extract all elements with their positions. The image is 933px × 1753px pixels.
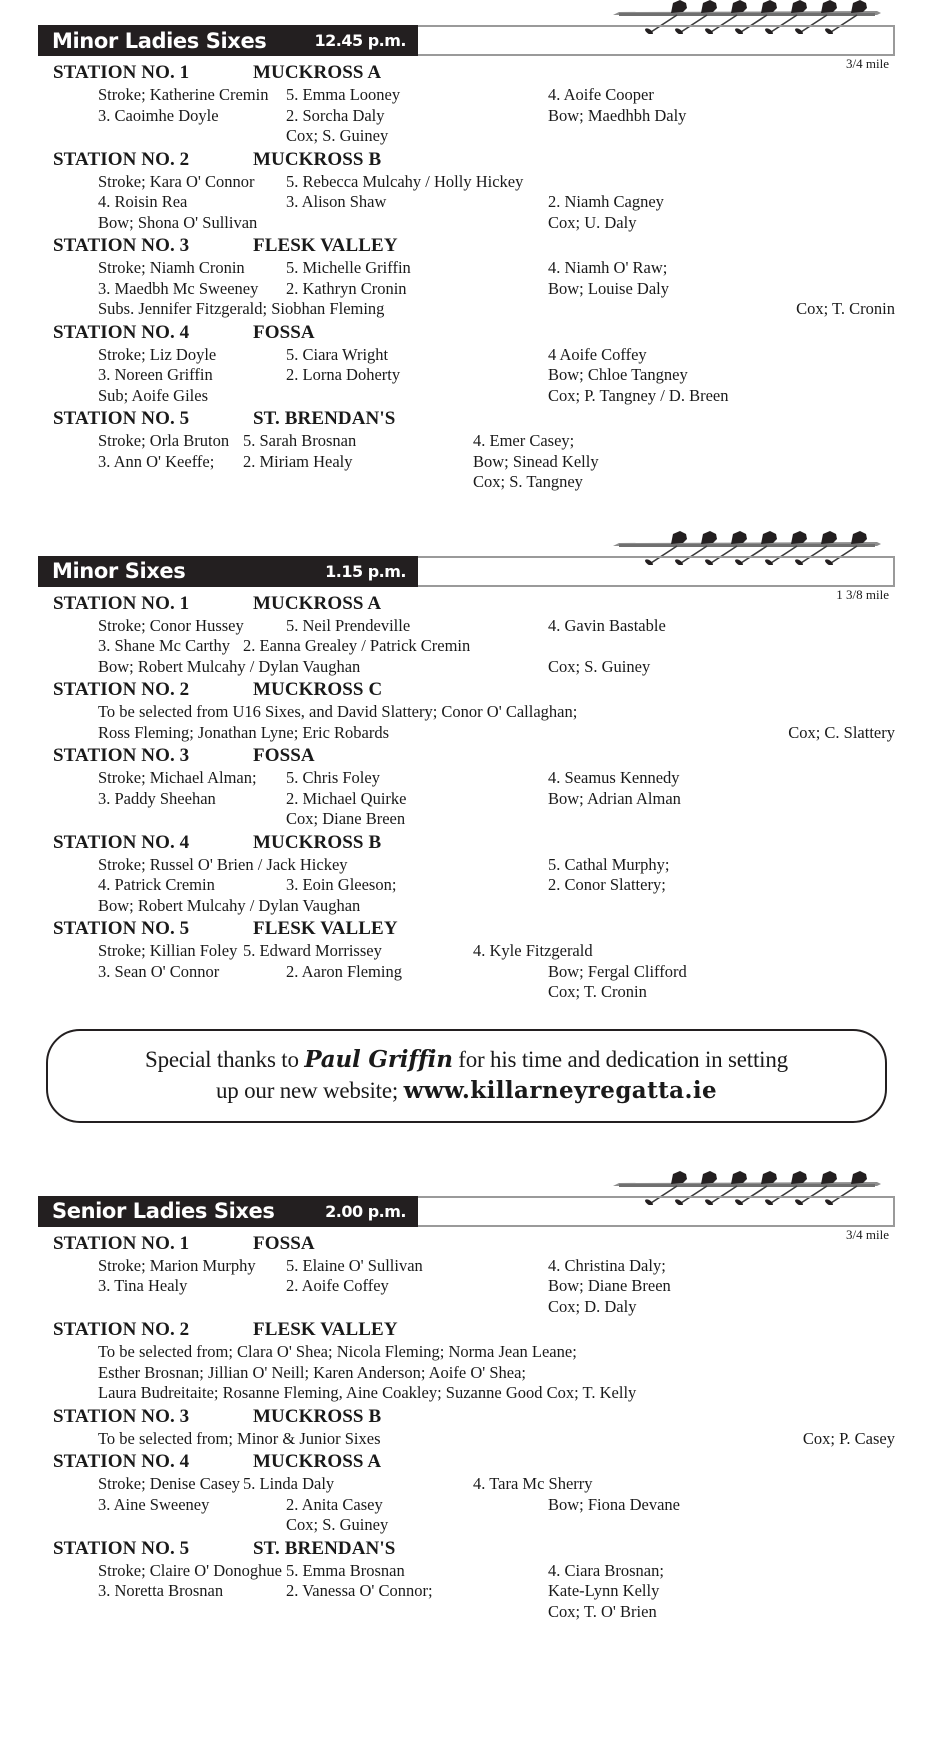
crew-member (286, 213, 548, 234)
crew-member: Bow; Shona O' Sullivan (98, 212, 258, 232)
crew-member (286, 386, 548, 407)
race-header (38, 531, 895, 602)
thanks-box (46, 1029, 887, 1123)
crew-member: Stroke; Marion Murphy (98, 1255, 256, 1275)
station-number: STATION NO. 5 (53, 918, 190, 939)
station-number: STATION NO. 1 (53, 62, 190, 83)
thanks-website-prefix: up our new website; (215, 1077, 404, 1103)
crew-member: Stroke; Liz Doyle (98, 344, 217, 364)
crew-member: 3. Noretta Brosnan (98, 1581, 224, 1600)
station-number: STATION NO. 2 (53, 1319, 190, 1340)
crew-line (38, 702, 895, 723)
thanks-line-1 (74, 1044, 859, 1075)
station-title-row (38, 1538, 895, 1560)
station-list (38, 56, 895, 493)
crew-member: 2. Aaron Fleming (286, 961, 402, 981)
station-entry (38, 322, 895, 407)
crew-member: Kate-Lynn Kelly (548, 1581, 660, 1600)
crew-line (38, 1363, 895, 1384)
race-distance-label: 3/4 mile (846, 1226, 889, 1242)
race-distance-label: 3/4 mile (846, 56, 889, 71)
crew-member (38, 1515, 286, 1536)
crew-member (286, 896, 548, 917)
crew-member: Bow; Fergal Clifford (548, 961, 687, 981)
crew-member: Cox; S. Guiney (286, 1515, 389, 1534)
crew-line (38, 809, 895, 830)
race-section (38, 0, 895, 493)
crew-member: 2. Anita Casey (286, 1494, 383, 1514)
crew-line (38, 723, 895, 744)
crew-member (286, 855, 548, 876)
crew-member: 3. Maedbh Mc Sweeney (98, 278, 259, 298)
races-container (38, 0, 895, 1622)
crew-member: 3. Alison Shaw (286, 192, 387, 211)
crew-member: 4. Aoife Cooper (548, 85, 654, 104)
crew-line (38, 192, 895, 213)
crew-member: Stroke; Orla Bruton (98, 431, 230, 450)
club-name: MUCKROSS A (253, 1451, 382, 1472)
crew-member: Cox; T. O' Brien (548, 1601, 657, 1621)
crew-member: 2. Aoife Coffey (286, 1276, 389, 1295)
crew-line (38, 768, 895, 789)
crew-line (38, 1495, 895, 1516)
crew-member: 2. Miriam Healy (243, 451, 353, 471)
station-number: STATION NO. 3 (53, 745, 190, 766)
crew-member: Stroke; Katherine Cremin (98, 85, 269, 104)
station-entry (38, 679, 895, 743)
crew-line (38, 1383, 895, 1404)
crew-member: 4. Emer Casey; (473, 431, 575, 450)
crew-line (38, 386, 895, 407)
cox-name: Cox; C. Slattery (788, 722, 895, 742)
station-entry (38, 593, 895, 678)
crew-member: 4. Kyle Fitzgerald (473, 941, 593, 960)
crew-line (38, 657, 895, 678)
club-name: MUCKROSS B (253, 1405, 382, 1427)
crew-member: Bow; Louise Daly (548, 278, 669, 298)
crew-line (38, 1474, 895, 1495)
race-name: Minor Sixes (52, 559, 186, 583)
race-start-time: 2.00 p.m. (325, 1201, 406, 1221)
race-section (38, 531, 895, 1003)
crew-line (38, 896, 895, 917)
crew-member: Stroke; Denise Casey (98, 1474, 241, 1493)
station-entry (38, 1451, 895, 1536)
station-title-row (38, 149, 895, 171)
crew-member: 3. Tina Healy (98, 1276, 188, 1295)
station-title-row (38, 918, 895, 940)
crew-line (38, 213, 895, 234)
station-title-row (38, 62, 895, 84)
station-entry (38, 408, 895, 493)
club-name: MUCKROSS A (253, 62, 382, 83)
station-title-row (38, 1451, 895, 1473)
crew-member: 5. Ciara Wright (286, 344, 389, 364)
crew-member (38, 126, 286, 147)
race-header-row (38, 556, 895, 602)
crew-member: 5. Emma Brosnan (286, 1560, 405, 1580)
crew-member: 3. Ann O' Keeffe; (98, 451, 215, 471)
station-number: STATION NO. 1 (53, 1232, 190, 1254)
cox-name: Cox; P. Casey (802, 1428, 895, 1448)
race-title-bar (38, 556, 418, 587)
crew-line (38, 365, 895, 386)
crew-member: 2. Conor Slattery; (548, 875, 666, 894)
crew-member: Bow; Chloe Tangney (548, 365, 688, 384)
crew-selection-text: To be selected from; Clara O' Shea; Nicola Fleming; Norma Jean Leane; (98, 1342, 577, 1361)
club-name: FLESK VALLEY (253, 1319, 398, 1340)
crew-selection-text: Esther Brosnan; Jillian O' Neill; Karen Anderson; Aoife O' Shea; (98, 1362, 526, 1382)
station-number: STATION NO. 3 (53, 1405, 190, 1427)
crew-member (38, 1297, 286, 1318)
station-entry (38, 1233, 895, 1318)
crew-member: 2. Vanessa O' Connor; (286, 1581, 433, 1600)
crew-member: 3. Sean O' Connor (98, 961, 220, 981)
crew-line (38, 345, 895, 366)
crew-member: 4. Gavin Bastable (548, 615, 666, 635)
crew-member: Sub; Aoife Giles (98, 385, 208, 405)
crew-member (548, 896, 895, 917)
crew-member: Stroke; Russel O' Brien / Jack Hickey (98, 854, 348, 874)
crew-line (38, 1429, 895, 1450)
station-title-row (38, 832, 895, 854)
crew-member (38, 809, 286, 830)
crew-line (38, 982, 895, 1003)
crew-member: 4. Patrick Cremin (98, 875, 215, 894)
crew-line (38, 962, 895, 983)
station-number: STATION NO. 2 (53, 679, 190, 700)
crew-member (243, 472, 473, 493)
station-number: STATION NO. 4 (53, 321, 190, 343)
station-title-row (38, 679, 895, 701)
station-title-row (38, 593, 895, 615)
crew-member: 2. Michael Quirke (286, 788, 407, 808)
crew-member: Cox; P. Tangney / D. Breen (548, 385, 729, 405)
crew-member: Cox; S. Guiney (548, 656, 651, 676)
station-entry (38, 1538, 895, 1623)
crew-line (38, 258, 895, 279)
station-list (38, 587, 895, 1003)
club-name: MUCKROSS B (253, 831, 382, 853)
crew-member: Stroke; Kara O' Connor (98, 171, 255, 191)
crew-member: 4. Niamh O' Raw; (548, 258, 668, 277)
crew-member: 4. Roisin Rea (98, 192, 188, 211)
station-number: STATION NO. 5 (53, 1537, 190, 1559)
crew-line (38, 472, 895, 493)
crew-member: Bow; Robert Mulcahy / Dylan Vaughan (98, 895, 361, 915)
crew-line (38, 1561, 895, 1582)
crew-line (38, 1342, 895, 1363)
crew-member (548, 1515, 895, 1536)
station-title-row (38, 235, 895, 257)
crew-line (38, 789, 895, 810)
crew-member: 5. Neil Prendeville (286, 615, 411, 635)
crew-member: Stroke; Claire O' Donoghue (98, 1560, 282, 1580)
thanks-line-2 (74, 1075, 859, 1106)
race-title-bar (38, 25, 418, 56)
crew-selection-text: Subs. Jennifer Fitzgerald; Siobhan Fleming (98, 299, 385, 318)
club-name: FLESK VALLEY (253, 918, 398, 939)
crew-member: Bow; Fiona Devane (548, 1494, 680, 1514)
race-distance-label: 1 3/8 mile (836, 586, 889, 602)
race-header-rule (418, 556, 895, 602)
crew-member: Bow; Robert Mulcahy / Dylan Vaughan (98, 656, 361, 676)
station-title-row (38, 1406, 895, 1428)
race-header-rule (418, 1196, 895, 1242)
station-entry (38, 62, 895, 147)
station-number: STATION NO. 4 (53, 831, 190, 853)
crew-member: 3. Noreen Griffin (98, 365, 213, 384)
cox-name: Cox; T. Cronin (796, 299, 895, 318)
crew-line (38, 1581, 895, 1602)
section-spacer (38, 1153, 895, 1171)
club-name: FLESK VALLEY (253, 235, 398, 256)
crew-member: 4. Christina Daly; (548, 1255, 666, 1275)
crew-member: Stroke; Conor Hussey (98, 615, 244, 635)
station-entry (38, 1319, 895, 1404)
station-number: STATION NO. 5 (53, 408, 190, 429)
station-entry (38, 149, 895, 234)
station-number: STATION NO. 2 (53, 148, 190, 170)
crew-selection-text: To be selected from U16 Sixes, and David Slattery; Conor O' Callaghan; (98, 702, 578, 721)
crew-member: Bow; Diane Breen (548, 1276, 671, 1295)
crew-member: 5. Sarah Brosnan (243, 431, 357, 450)
race-name: Minor Ladies Sixes (52, 28, 267, 53)
station-title-row (38, 745, 895, 767)
race-header (38, 1171, 895, 1242)
crew-member: 4. Ciara Brosnan; (548, 1560, 664, 1580)
crew-member: 3. Eoin Gleeson; (286, 875, 397, 894)
crew-line (38, 126, 895, 147)
crew-member (286, 982, 548, 1003)
club-name: MUCKROSS B (253, 148, 382, 170)
crew-member: 5. Emma Looney (286, 85, 401, 104)
crew-member: Cox; U. Daly (548, 212, 637, 232)
station-title-row (38, 322, 895, 344)
crew-member: Stroke; Michael Alman; (98, 768, 257, 787)
crew-member: 3. Caoimhe Doyle (98, 105, 219, 125)
race-title-bar (38, 1196, 418, 1227)
crew-member (38, 472, 243, 493)
race-start-time: 12.45 p.m. (314, 31, 406, 50)
crew-member: 2. Kathryn Cronin (286, 278, 407, 298)
crew-line (38, 452, 895, 473)
crew-line (38, 636, 895, 657)
club-name: ST. BRENDAN'S (253, 408, 396, 429)
crew-line (38, 875, 895, 896)
race-section (38, 1171, 895, 1623)
crew-member: 5. Linda Daly (243, 1474, 335, 1493)
crew-member: 3. Aine Sweeney (98, 1494, 210, 1514)
crew-line (38, 106, 895, 127)
crew-member: Stroke; Niamh Cronin (98, 258, 245, 277)
crew-member: 3. Paddy Sheehan (98, 788, 216, 808)
race-header-row (38, 1196, 895, 1242)
crew-member: 5. Michelle Griffin (286, 258, 411, 277)
station-title-row (38, 1233, 895, 1255)
crew-member: Bow; Sinead Kelly (473, 451, 599, 471)
crew-member: 4. Tara Mc Sherry (473, 1474, 593, 1493)
crew-member: 2. Lorna Doherty (286, 365, 401, 384)
race-start-time: 1.15 p.m. (325, 561, 406, 581)
crew-member: Bow; Adrian Alman (548, 788, 681, 808)
crew-line (38, 1256, 895, 1277)
crew-member: 5. Cathal Murphy; (548, 854, 670, 874)
crew-selection-text: Laura Budreitaite; Rosanne Fleming, Aine Coakley; Suzanne Good Cox; T. Kelly (98, 1383, 637, 1402)
crew-selection-text: To be selected from; Minor & Junior Sixes (98, 1428, 381, 1448)
crew-line (38, 1276, 895, 1297)
crew-member: 2. Niamh Cagney (548, 192, 664, 211)
crew-member: 4 Aoife Coffey (548, 344, 647, 364)
crew-member: 5. Edward Morrissey (243, 941, 382, 960)
crew-member: 5. Elaine O' Sullivan (286, 1255, 423, 1275)
crew-member: 3. Shane Mc Carthy (98, 636, 230, 655)
club-name: ST. BRENDAN'S (253, 1537, 396, 1559)
crew-line (38, 616, 895, 637)
race-header-row (38, 25, 895, 71)
crew-line (38, 1602, 895, 1623)
station-entry (38, 832, 895, 917)
crew-member: Cox; Diane Breen (286, 809, 406, 828)
club-name: MUCKROSS C (253, 679, 383, 700)
station-list (38, 1227, 895, 1623)
crew-line (38, 279, 895, 300)
station-entry (38, 235, 895, 320)
crew-member (286, 1297, 548, 1318)
crew-line (38, 85, 895, 106)
website-url[interactable]: www.killarneyregatta.ie (403, 1076, 718, 1104)
station-number: STATION NO. 4 (53, 1451, 190, 1472)
crew-member (38, 982, 286, 1003)
crew-member (548, 809, 895, 830)
race-name: Senior Ladies Sixes (52, 1199, 275, 1223)
crew-member: 2. Sorcha Daly (286, 105, 385, 125)
club-name: FOSSA (253, 745, 315, 766)
crew-line (38, 172, 895, 193)
crew-line (38, 299, 895, 320)
crew-member (548, 172, 895, 193)
crew-member (286, 657, 548, 678)
thanks-prefix: Special thanks to (145, 1046, 305, 1072)
crew-member (473, 636, 895, 657)
section-spacer (38, 497, 895, 531)
race-header-rule (418, 25, 895, 71)
crew-member (548, 126, 895, 147)
crew-member: Cox; D. Daly (548, 1296, 637, 1316)
crew-member: 4. Seamus Kennedy (548, 768, 680, 787)
crew-member: Stroke; Killian Foley (98, 941, 238, 960)
station-number: STATION NO. 3 (53, 235, 190, 256)
crew-member: Bow; Maedhbh Daly (548, 105, 687, 125)
crew-line (38, 1515, 895, 1536)
crew-member: 5. Chris Foley (286, 768, 380, 787)
crew-line (38, 1297, 895, 1318)
crew-member: Cox; T. Cronin (548, 982, 647, 1001)
crew-member: 2. Eanna Grealey / Patrick Cremin (243, 636, 471, 655)
crew-member (38, 1602, 286, 1623)
station-number: STATION NO. 1 (53, 592, 190, 614)
crew-line (38, 431, 895, 452)
club-name: FOSSA (253, 321, 315, 343)
race-header (38, 0, 895, 71)
thanks-suffix: for his time and dedication in setting (452, 1046, 788, 1072)
crew-member: Cox; S. Tangney (473, 472, 583, 491)
station-entry (38, 1406, 895, 1450)
club-name: FOSSA (253, 1232, 315, 1254)
crew-line (38, 855, 895, 876)
crew-member: 5. Rebecca Mulcahy / Holly Hickey (286, 171, 524, 191)
thanks-person-name: Paul Griffin (304, 1045, 453, 1073)
station-title-row (38, 1319, 895, 1341)
club-name: MUCKROSS A (253, 592, 382, 614)
station-title-row (38, 408, 895, 430)
station-entry (38, 918, 895, 1003)
crew-member (286, 1602, 548, 1623)
crew-selection-text: Ross Fleming; Jonathan Lyne; Eric Robards (98, 722, 390, 742)
station-entry (38, 745, 895, 830)
crew-line (38, 941, 895, 962)
crew-member: Cox; S. Guiney (286, 126, 389, 145)
